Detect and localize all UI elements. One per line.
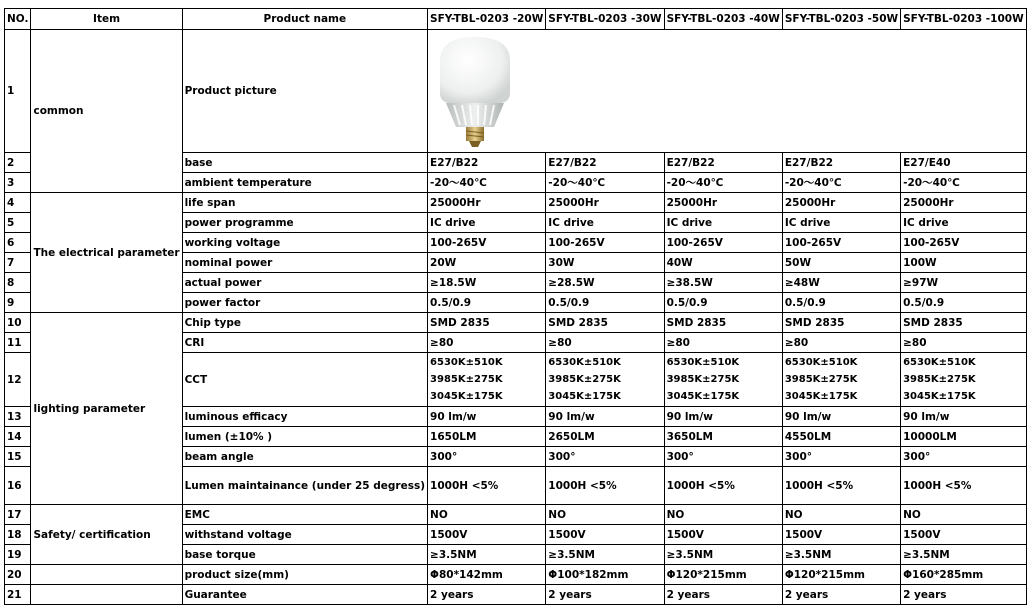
row-number: 12	[5, 353, 31, 407]
value-cell: 1000H <5%	[664, 467, 782, 505]
table-row	[5, 505, 1027, 525]
row-label: ambient temperature	[182, 173, 427, 193]
value-cell: ≥3.5NM	[428, 545, 546, 565]
value-cell: 0.5/0.9	[782, 293, 900, 313]
row-label: EMC	[182, 505, 427, 525]
row-label: CCT	[182, 353, 427, 407]
value-cell: SMD 2835	[664, 313, 782, 333]
value-cell: ≥80	[782, 333, 900, 353]
value-cell: E27/B22	[546, 153, 664, 173]
col-header-product-name: Product name	[182, 9, 427, 30]
value-cell: 2 years	[546, 585, 664, 605]
row-number: 18	[5, 525, 31, 545]
row-number: 15	[5, 447, 31, 467]
value-cell: 2650LM	[546, 427, 664, 447]
value-cell: 1500V	[664, 525, 782, 545]
value-cell: SMD 2835	[901, 313, 1027, 333]
value-cell: -20～40℃	[901, 173, 1027, 193]
table-row	[5, 193, 1027, 213]
value-cell: ≥3.5NM	[664, 545, 782, 565]
value-cell: E27/B22	[428, 153, 546, 173]
value-cell: 25000Hr	[782, 193, 900, 213]
value-cell: SMD 2835	[428, 313, 546, 333]
value-cell: Φ120*215mm	[782, 565, 900, 585]
value-cell: -20～40℃	[546, 173, 664, 193]
row-label: lumen (±10% )	[182, 427, 427, 447]
value-cell: IC drive	[782, 213, 900, 233]
value-cell: 300°	[901, 447, 1027, 467]
value-cell: 0.5/0.9	[901, 293, 1027, 313]
value-cell: 30W	[546, 253, 664, 273]
value-cell: Φ100*182mm	[546, 565, 664, 585]
row-label: luminous efficacy	[182, 407, 427, 427]
table-row	[5, 565, 1027, 585]
col-header-model-50w: SFY-TBL-0203 -50W	[782, 9, 900, 30]
empty-item-cell	[31, 565, 182, 585]
cct-value: 6530K±510K	[430, 357, 503, 368]
value-cell: IC drive	[428, 213, 546, 233]
value-cell: E27/B22	[782, 153, 900, 173]
value-cell: 4550LM	[782, 427, 900, 447]
row-label: Lumen maintainance (under 25 degress)	[182, 467, 427, 505]
row-number: 3	[5, 173, 31, 193]
value-cell: 90 lm/w	[782, 407, 900, 427]
value-cell: NO	[901, 505, 1027, 525]
value-cell: 100-265V	[664, 233, 782, 253]
row-number: 4	[5, 193, 31, 213]
group-lighting: lighting parameter	[31, 313, 182, 505]
cct-cell	[901, 353, 1027, 407]
row-number: 1	[5, 30, 31, 153]
value-cell: ≥80	[546, 333, 664, 353]
cct-cell	[664, 353, 782, 407]
cct-cell	[428, 353, 546, 407]
cct-value: 3045K±175K	[903, 391, 976, 402]
row-number: 7	[5, 253, 31, 273]
cct-value: 3985K±275K	[903, 374, 976, 385]
value-cell: 2 years	[428, 585, 546, 605]
empty-item-cell	[31, 585, 182, 605]
row-number: 11	[5, 333, 31, 353]
row-number: 5	[5, 213, 31, 233]
cct-value: 3045K±175K	[430, 391, 503, 402]
row-number: 2	[5, 153, 31, 173]
row-label: working voltage	[182, 233, 427, 253]
col-header-item: Item	[31, 9, 182, 30]
table-row	[5, 30, 1027, 153]
value-cell: 100-265V	[546, 233, 664, 253]
row-number: 9	[5, 293, 31, 313]
cct-value: 3985K±275K	[784, 374, 858, 385]
value-cell: 300°	[782, 447, 900, 467]
value-cell: 100-265V	[901, 233, 1027, 253]
table-row	[5, 313, 1027, 333]
cct-cell	[546, 353, 664, 407]
group-safety: Safety/ certification	[31, 505, 182, 565]
value-cell: -20～40℃	[428, 173, 546, 193]
row-label: beam angle	[182, 447, 427, 467]
value-cell: Φ120*215mm	[664, 565, 782, 585]
value-cell: 50W	[782, 253, 900, 273]
value-cell: 100-265V	[782, 233, 900, 253]
col-header-model-20w: SFY-TBL-0203 -20W	[428, 9, 546, 30]
row-label: product size(mm)	[182, 565, 427, 585]
value-cell: 25000Hr	[428, 193, 546, 213]
value-cell: 100W	[901, 253, 1027, 273]
value-cell: ≥28.5W	[546, 273, 664, 293]
row-number: 17	[5, 505, 31, 525]
col-header-model-100w: SFY-TBL-0203 -100W	[901, 9, 1027, 30]
cct-value: 6530K±510K	[548, 357, 621, 368]
row-label: withstand voltage	[182, 525, 427, 545]
value-cell: NO	[546, 505, 664, 525]
row-label: CRI	[182, 333, 427, 353]
value-cell: 20W	[428, 253, 546, 273]
cct-value: 6530K±510K	[903, 357, 976, 368]
value-cell: 25000Hr	[664, 193, 782, 213]
value-cell: ≥3.5NM	[782, 545, 900, 565]
value-cell: 0.5/0.9	[664, 293, 782, 313]
value-cell: 1500V	[782, 525, 900, 545]
value-cell: 1000H <5%	[546, 467, 664, 505]
row-label: base torque	[182, 545, 427, 565]
row-number: 6	[5, 233, 31, 253]
value-cell: 300°	[546, 447, 664, 467]
value-cell: ≥3.5NM	[546, 545, 664, 565]
value-cell: SMD 2835	[782, 313, 900, 333]
value-cell: ≥80	[428, 333, 546, 353]
cct-value: 6530K±510K	[784, 357, 858, 368]
value-cell: 0.5/0.9	[428, 293, 546, 313]
value-cell: ≥3.5NM	[901, 545, 1027, 565]
group-electrical: The electrical parameter	[31, 193, 182, 313]
row-number: 13	[5, 407, 31, 427]
row-label: Guarantee	[182, 585, 427, 605]
value-cell: 300°	[664, 447, 782, 467]
cct-value: 3045K±175K	[548, 391, 621, 402]
value-cell: -20～40℃	[664, 173, 782, 193]
value-cell: 2 years	[901, 585, 1027, 605]
value-cell: NO	[664, 505, 782, 525]
value-cell: 2 years	[664, 585, 782, 605]
value-cell: 1500V	[901, 525, 1027, 545]
value-cell: 90 lm/w	[901, 407, 1027, 427]
cct-cell	[782, 353, 900, 407]
col-header-model-40w: SFY-TBL-0203 -40W	[664, 9, 782, 30]
row-label: actual power	[182, 273, 427, 293]
value-cell: NO	[782, 505, 900, 525]
value-cell: E27/B22	[664, 153, 782, 173]
value-cell: ≥48W	[782, 273, 900, 293]
header-row	[5, 9, 1027, 30]
spec-table	[4, 8, 1027, 605]
cct-value: 3045K±175K	[666, 391, 740, 402]
value-cell: 25000Hr	[546, 193, 664, 213]
value-cell: IC drive	[664, 213, 782, 233]
cct-value: 6530K±510K	[666, 357, 740, 368]
value-cell: 2 years	[782, 585, 900, 605]
value-cell: ≥18.5W	[428, 273, 546, 293]
row-number: 8	[5, 273, 31, 293]
value-cell: 90 lm/w	[546, 407, 664, 427]
value-cell: 1650LM	[428, 427, 546, 447]
value-cell: 90 lm/w	[428, 407, 546, 427]
value-cell: 1500V	[428, 525, 546, 545]
value-cell: ≥80	[901, 333, 1027, 353]
value-cell: -20～40℃	[782, 173, 900, 193]
value-cell: Φ160*285mm	[901, 565, 1027, 585]
cct-value: 3045K±175K	[784, 391, 858, 402]
value-cell: IC drive	[546, 213, 664, 233]
product-picture-cell	[428, 30, 1027, 153]
value-cell: 90 lm/w	[664, 407, 782, 427]
row-number: 10	[5, 313, 31, 333]
row-number: 21	[5, 585, 31, 605]
row-label: power factor	[182, 293, 427, 313]
spec-table-body	[5, 9, 1027, 605]
row-number: 16	[5, 467, 31, 505]
cct-value: 3985K±275K	[548, 374, 621, 385]
row-number: 20	[5, 565, 31, 585]
row-number: 14	[5, 427, 31, 447]
group-common: common	[31, 30, 182, 193]
row-label: base	[182, 153, 427, 173]
row-number: 19	[5, 545, 31, 565]
row-label: Product picture	[182, 30, 427, 153]
value-cell: ≥97W	[901, 273, 1027, 293]
cct-value: 3985K±275K	[666, 374, 740, 385]
table-row	[5, 585, 1027, 605]
value-cell: IC drive	[901, 213, 1027, 233]
value-cell: SMD 2835	[546, 313, 664, 333]
value-cell: 0.5/0.9	[546, 293, 664, 313]
bulb-image	[430, 31, 520, 149]
value-cell: E27/E40	[901, 153, 1027, 173]
value-cell: ≥38.5W	[664, 273, 782, 293]
value-cell: ≥80	[664, 333, 782, 353]
value-cell: 25000Hr	[901, 193, 1027, 213]
col-header-no: NO.	[5, 9, 31, 30]
value-cell: 1000H <5%	[428, 467, 546, 505]
value-cell: 10000LM	[901, 427, 1027, 447]
value-cell: Φ80*142mm	[428, 565, 546, 585]
row-label: power programme	[182, 213, 427, 233]
value-cell: 40W	[664, 253, 782, 273]
row-label: life span	[182, 193, 427, 213]
cct-value: 3985K±275K	[430, 374, 503, 385]
value-cell: 1000H <5%	[782, 467, 900, 505]
value-cell: 1500V	[546, 525, 664, 545]
col-header-model-30w: SFY-TBL-0203 -30W	[546, 9, 664, 30]
value-cell: NO	[428, 505, 546, 525]
row-label: Chip type	[182, 313, 427, 333]
value-cell: 300°	[428, 447, 546, 467]
row-label: nominal power	[182, 253, 427, 273]
value-cell: 3650LM	[664, 427, 782, 447]
value-cell: 100-265V	[428, 233, 546, 253]
value-cell: 1000H <5%	[901, 467, 1027, 505]
